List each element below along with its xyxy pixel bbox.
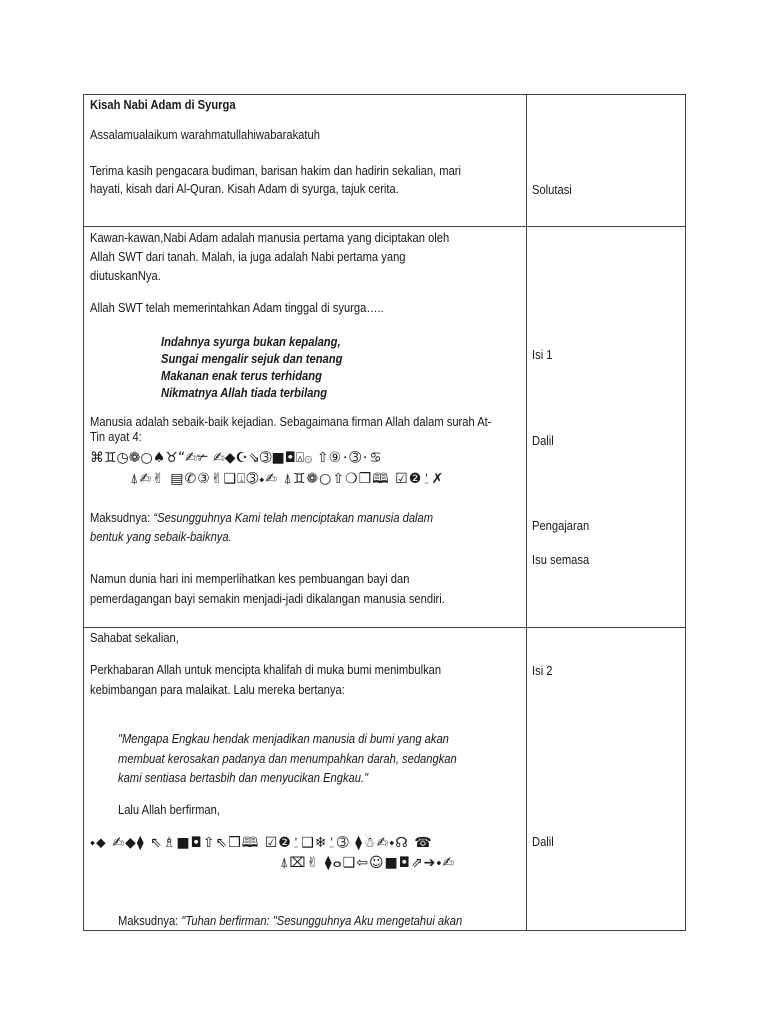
- meaning-text: “Sesungguhnya Kami telah menciptakan manusia dalam: [153, 510, 434, 525]
- side-label-isu-semasa: Isu semasa: [532, 552, 590, 567]
- quote-line: membuat kerosakan padanya dan menumpahkan darah, sedangkan: [118, 751, 457, 766]
- greeting-text: Assalamualaikum warahmatullahiwabarakatuh: [90, 127, 320, 142]
- greeting-text: Sahabat sekalian,: [90, 630, 179, 645]
- meaning-prefix: Maksudnya:: [90, 510, 154, 525]
- side-label-solutasi: Solutasi: [532, 182, 572, 197]
- column-divider: [526, 227, 527, 627]
- intro-line-1: Terima kasih pengacara budiman, barisan hakim dan hadirin sekalian, mari: [90, 163, 462, 178]
- paragraph-line: Tin ayat 4:: [90, 429, 142, 444]
- paragraph-line: Allah SWT dari tanah. Malah, ia juga adalah Nabi pertama yang: [90, 249, 406, 264]
- meaning-text: "Tuhan berfirman: "Sesungguhnya Aku mengetahui akan: [181, 913, 463, 928]
- poem-line: Nikmatnya Allah tiada terbilang: [161, 385, 328, 400]
- side-label-pengajaran: Pengajaran: [532, 518, 590, 533]
- story-title: Kisah Nabi Adam di Syurga: [90, 97, 236, 112]
- side-label-isi-1: Isi 1: [532, 347, 553, 362]
- paragraph-line: Allah SWT telah memerintahkan Adam tinggal di syurga…..: [90, 300, 384, 315]
- side-label-isi-2: Isi 2: [532, 663, 553, 678]
- paragraph-line: Perkhabaran Allah untuk mencipta khalifah di muka bumi menimbulkan: [90, 662, 442, 677]
- arabic-verse-line: ⌘♊◷❁○♠♉“✍✃ ✍◆☪⇘➂■◘⍓۞ ⇧⑨⬩➂⬩♋: [90, 450, 382, 466]
- poem-line: Indahnya syurga bukan kepalang,: [161, 334, 341, 349]
- paragraph-line: Namun dunia hari ini memperlihatkan kes pembuangan bayi dan: [90, 571, 410, 586]
- poem-line: Makanan enak terus terhidang: [161, 368, 322, 383]
- table-row-isi-2: [83, 627, 686, 931]
- side-label-dalil: Dalil: [532, 834, 554, 849]
- quote-line: "Mengapa Engkau hendak menjadikan manusia di bumi yang akan: [118, 731, 449, 746]
- column-divider: [526, 628, 527, 930]
- intro-line-2: hayati, kisah dari Al-Quran. Kisah Adam di syurga, tajuk cerita.: [90, 181, 399, 196]
- arabic-verse-line: ⍋⌧✌ ⧫ⴰ❑⇦☺■◘⇗➔⬩✍: [280, 855, 456, 871]
- poem-line: Sungai mengalir sejuk dan tenang: [161, 351, 343, 366]
- paragraph-line: pemerdagangan bayi semakin menjadi-jadi dikalangan manusia sendiri.: [90, 591, 445, 606]
- paragraph-line: Manusia adalah sebaik-baik kejadian. Sebagaimana firman Allah dalam surah At-: [90, 414, 492, 429]
- paragraph-line: diutuskanNya.: [90, 268, 161, 283]
- paragraph-line: kebimbangan para malaikat. Lalu mereka bertanya:: [90, 682, 345, 697]
- meaning-line: [118, 912, 462, 930]
- meaning-line: bentuk yang sebaik-baiknya.: [90, 529, 232, 544]
- paragraph-line: Lalu Allah berfirman,: [118, 802, 220, 817]
- paragraph-line: Kawan-kawan,Nabi Adam adalah manusia pertama yang diciptakan oleh: [90, 230, 450, 245]
- meaning-prefix: Maksudnya:: [118, 913, 182, 928]
- table-row-isi-1: [83, 226, 686, 628]
- quote-line: kami sentiasa bertasbih dan menyucikan Engkau.": [118, 770, 369, 785]
- meaning-line: [90, 509, 433, 527]
- arabic-verse-line: ⍋✍✌ ▤✆③✌❑⍗➂⬩✍ ⍋♊❁○⇧❍❒🕮 ☑❷⍘✗: [130, 471, 445, 487]
- table-row-intro: [83, 94, 686, 227]
- column-divider: [526, 95, 527, 226]
- arabic-verse-line: ⬩⬥ ✍◆⧫ ⇖♗■◘⇧⇖❒🕮 ☑❷⍘❑❄⍘➂ ⧫☃✍⬩☊ ☎: [90, 835, 433, 851]
- side-label-dalil: Dalil: [532, 433, 554, 448]
